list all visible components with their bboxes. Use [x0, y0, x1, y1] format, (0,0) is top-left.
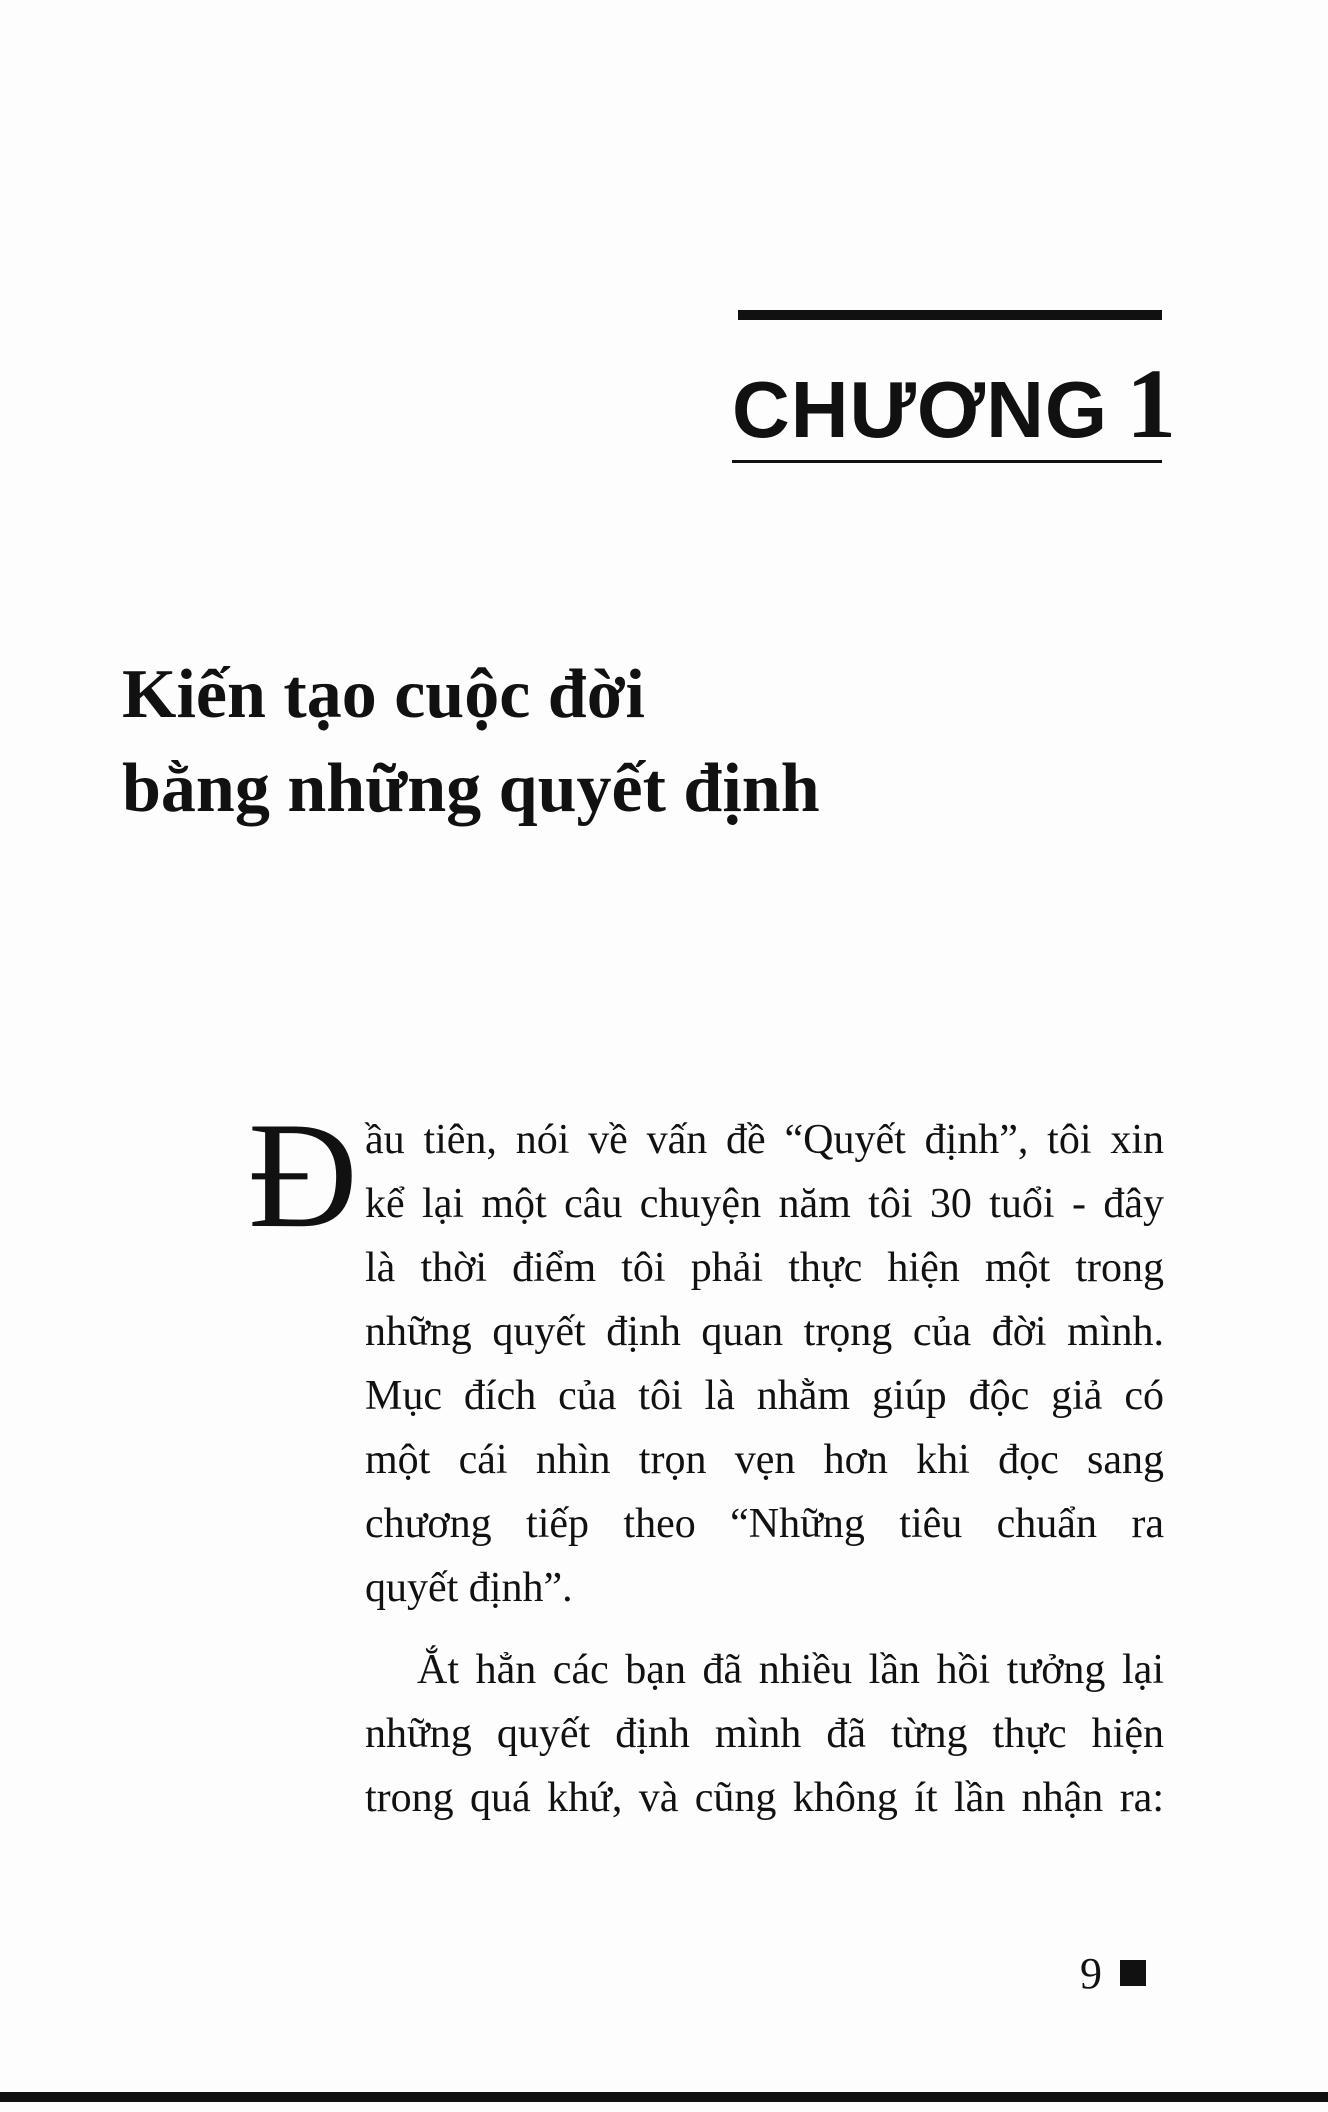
paragraph-line: kể lại một câu chuyện năm tôi 30 tuổi - đây: [365, 1181, 1164, 1227]
chapter-title: [122, 648, 1122, 836]
chapter-label: CHƯƠNG: [732, 365, 1109, 454]
chapter-rule-bottom: [732, 460, 1162, 463]
paragraph-line: là thời điểm tôi phải thực hiện một trong: [365, 1245, 1164, 1291]
paragraph-second: [248, 1638, 1164, 1830]
paragraph-line: Ắt hẳn các bạn đã nhiều lần hồi tưởng lại: [417, 1647, 1164, 1693]
paragraph-opening: [248, 1091, 1164, 1620]
chapter-number: 1: [1126, 348, 1177, 459]
chapter-title-line: bằng những quyết định: [122, 750, 820, 827]
page-bottom-edge: [0, 2092, 1328, 2102]
paragraph-line: trong quá khứ, và cũng không ít lần nhận ra:: [365, 1775, 1164, 1821]
paragraph-line: những quyết định quan trọng của đời mình.: [365, 1309, 1164, 1355]
square-marker-icon: [1120, 1960, 1146, 1986]
chapter-title-line: Kiến tạo cuộc đời: [122, 656, 645, 733]
paragraph-line: ầu tiên, nói về vấn đề “Quyết định”, tôi xin: [365, 1117, 1164, 1163]
page-number: 9: [1080, 1948, 1102, 1998]
paragraph-line: Mục đích của tôi là nhằm giúp độc giả có: [365, 1373, 1164, 1419]
chapter-rule-top: [738, 310, 1162, 320]
paragraph-line: chương tiếp theo “Những tiêu chuẩn ra: [365, 1501, 1164, 1547]
drop-cap: Đ: [248, 1091, 358, 1259]
page-footer: [1080, 1948, 1146, 1998]
chapter-heading: [732, 348, 1177, 459]
paragraph-line: quyết định”.: [365, 1565, 573, 1611]
paragraph-line: một cái nhìn trọn vẹn hơn khi đọc sang: [365, 1437, 1164, 1483]
body-text: [248, 1091, 1164, 1830]
paragraph-line: những quyết định mình đã từng thực hiện: [365, 1711, 1164, 1757]
